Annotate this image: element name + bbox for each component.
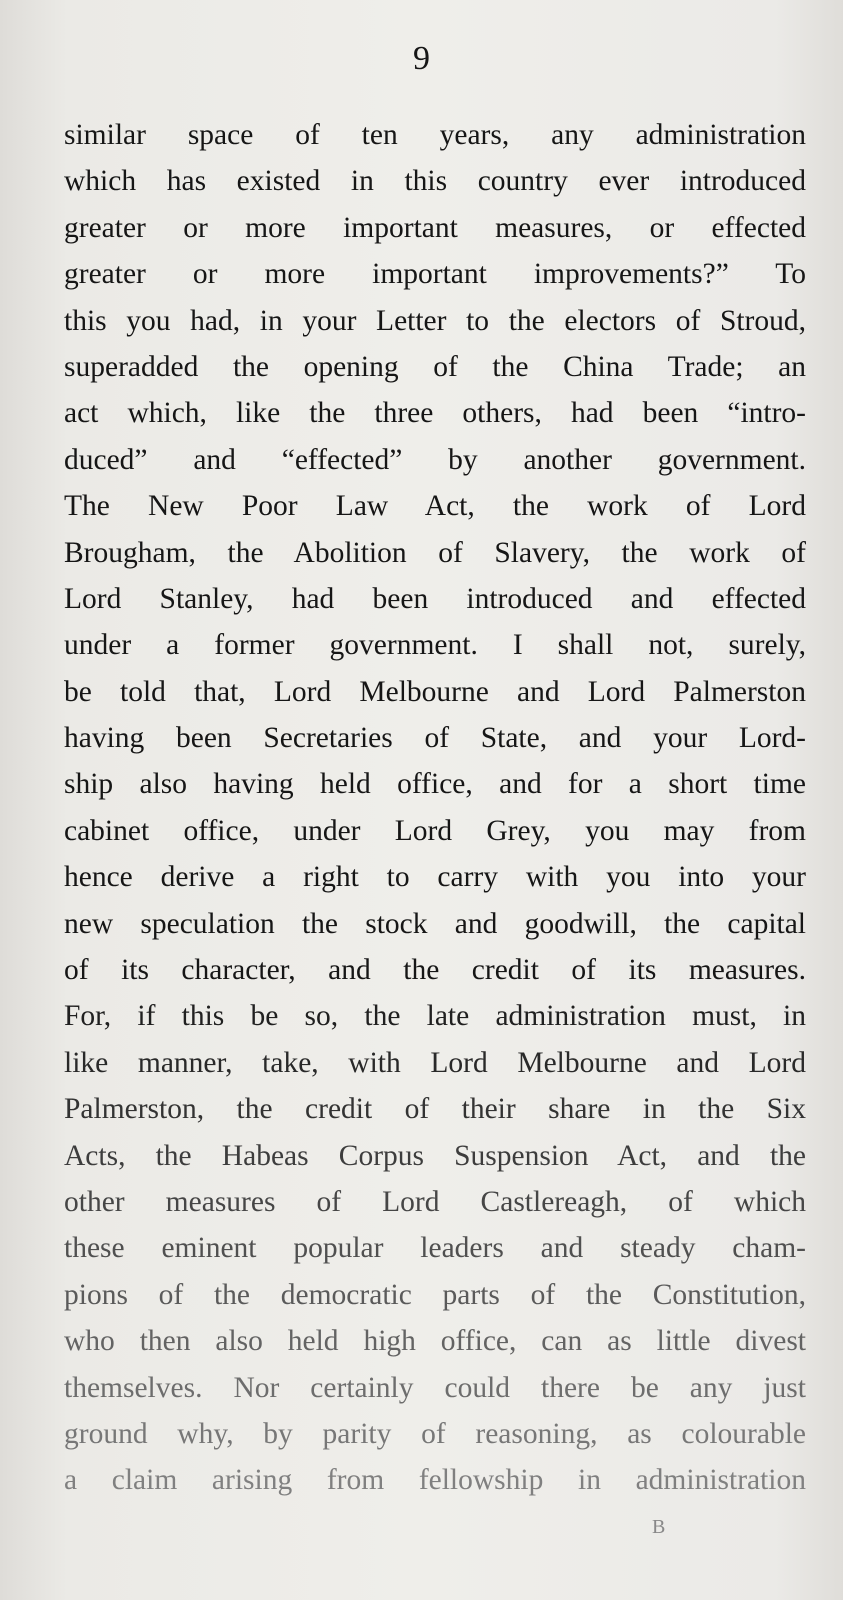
text-line: Acts, the Habeas Corpus Suspension Act, and the: [64, 1139, 806, 1172]
text-line: which has existed in this country ever introduced: [64, 165, 806, 198]
text-line: ground why, by parity of reasoning, as colourable: [64, 1417, 806, 1450]
text-line: greater or more important improvements?” To: [64, 258, 806, 291]
text-line: For, if this be so, the late administration must, in: [64, 1000, 806, 1033]
text-line: cabinet office, under Lord Grey, you may from: [64, 814, 806, 847]
signature-mark: B: [652, 1516, 666, 1538]
text-line: The New Poor Law Act, the work of Lord: [64, 490, 806, 523]
text-line: similar space of ten years, any administration: [64, 119, 806, 151]
page-number: 9: [413, 40, 430, 77]
text-line: other measures of Lord Castlereagh, of which: [64, 1185, 806, 1218]
text-line: Brougham, the Abolition of Slavery, the work of: [64, 536, 806, 569]
text-line: superadded the opening of the China Trade; an: [64, 350, 806, 383]
text-line: under a former government. I shall not, surely,: [64, 629, 806, 662]
text-line: new speculation the stock and goodwill, the capital: [64, 907, 806, 940]
text-line: Lord Stanley, had been introduced and effected: [64, 582, 806, 615]
text-line: who then also held high office, can as little divest: [64, 1325, 806, 1358]
text-line: act which, like the three others, had been “intro-: [64, 397, 806, 430]
text-line: Palmerston, the credit of their share in the Six: [64, 1093, 806, 1126]
text-line: pions of the democratic parts of the Constitution,: [64, 1278, 806, 1311]
text-line: ship also having held office, and for a short time: [64, 768, 806, 801]
text-line: themselves. Nor certainly could there be any just: [64, 1371, 806, 1404]
text-line: these eminent popular leaders and steady cham-: [64, 1232, 806, 1265]
text-line: having been Secretaries of State, and your Lord-: [64, 722, 806, 755]
text-line: hence derive a right to carry with you into your: [64, 861, 806, 894]
text-line: duced” and “effected” by another government.: [64, 443, 806, 476]
text-line: this you had, in your Letter to the electors of Stroud,: [64, 304, 806, 337]
body-text: [64, 112, 806, 1504]
text-line: greater or more important measures, or effected: [64, 211, 806, 244]
text-line: be told that, Lord Melbourne and Lord Palmerston: [64, 675, 806, 708]
text-line: like manner, take, with Lord Melbourne and Lord: [64, 1046, 806, 1079]
text-line: a claim arising from fellowship in administration: [64, 1464, 806, 1497]
text-line: of its character, and the credit of its measures.: [64, 954, 806, 987]
